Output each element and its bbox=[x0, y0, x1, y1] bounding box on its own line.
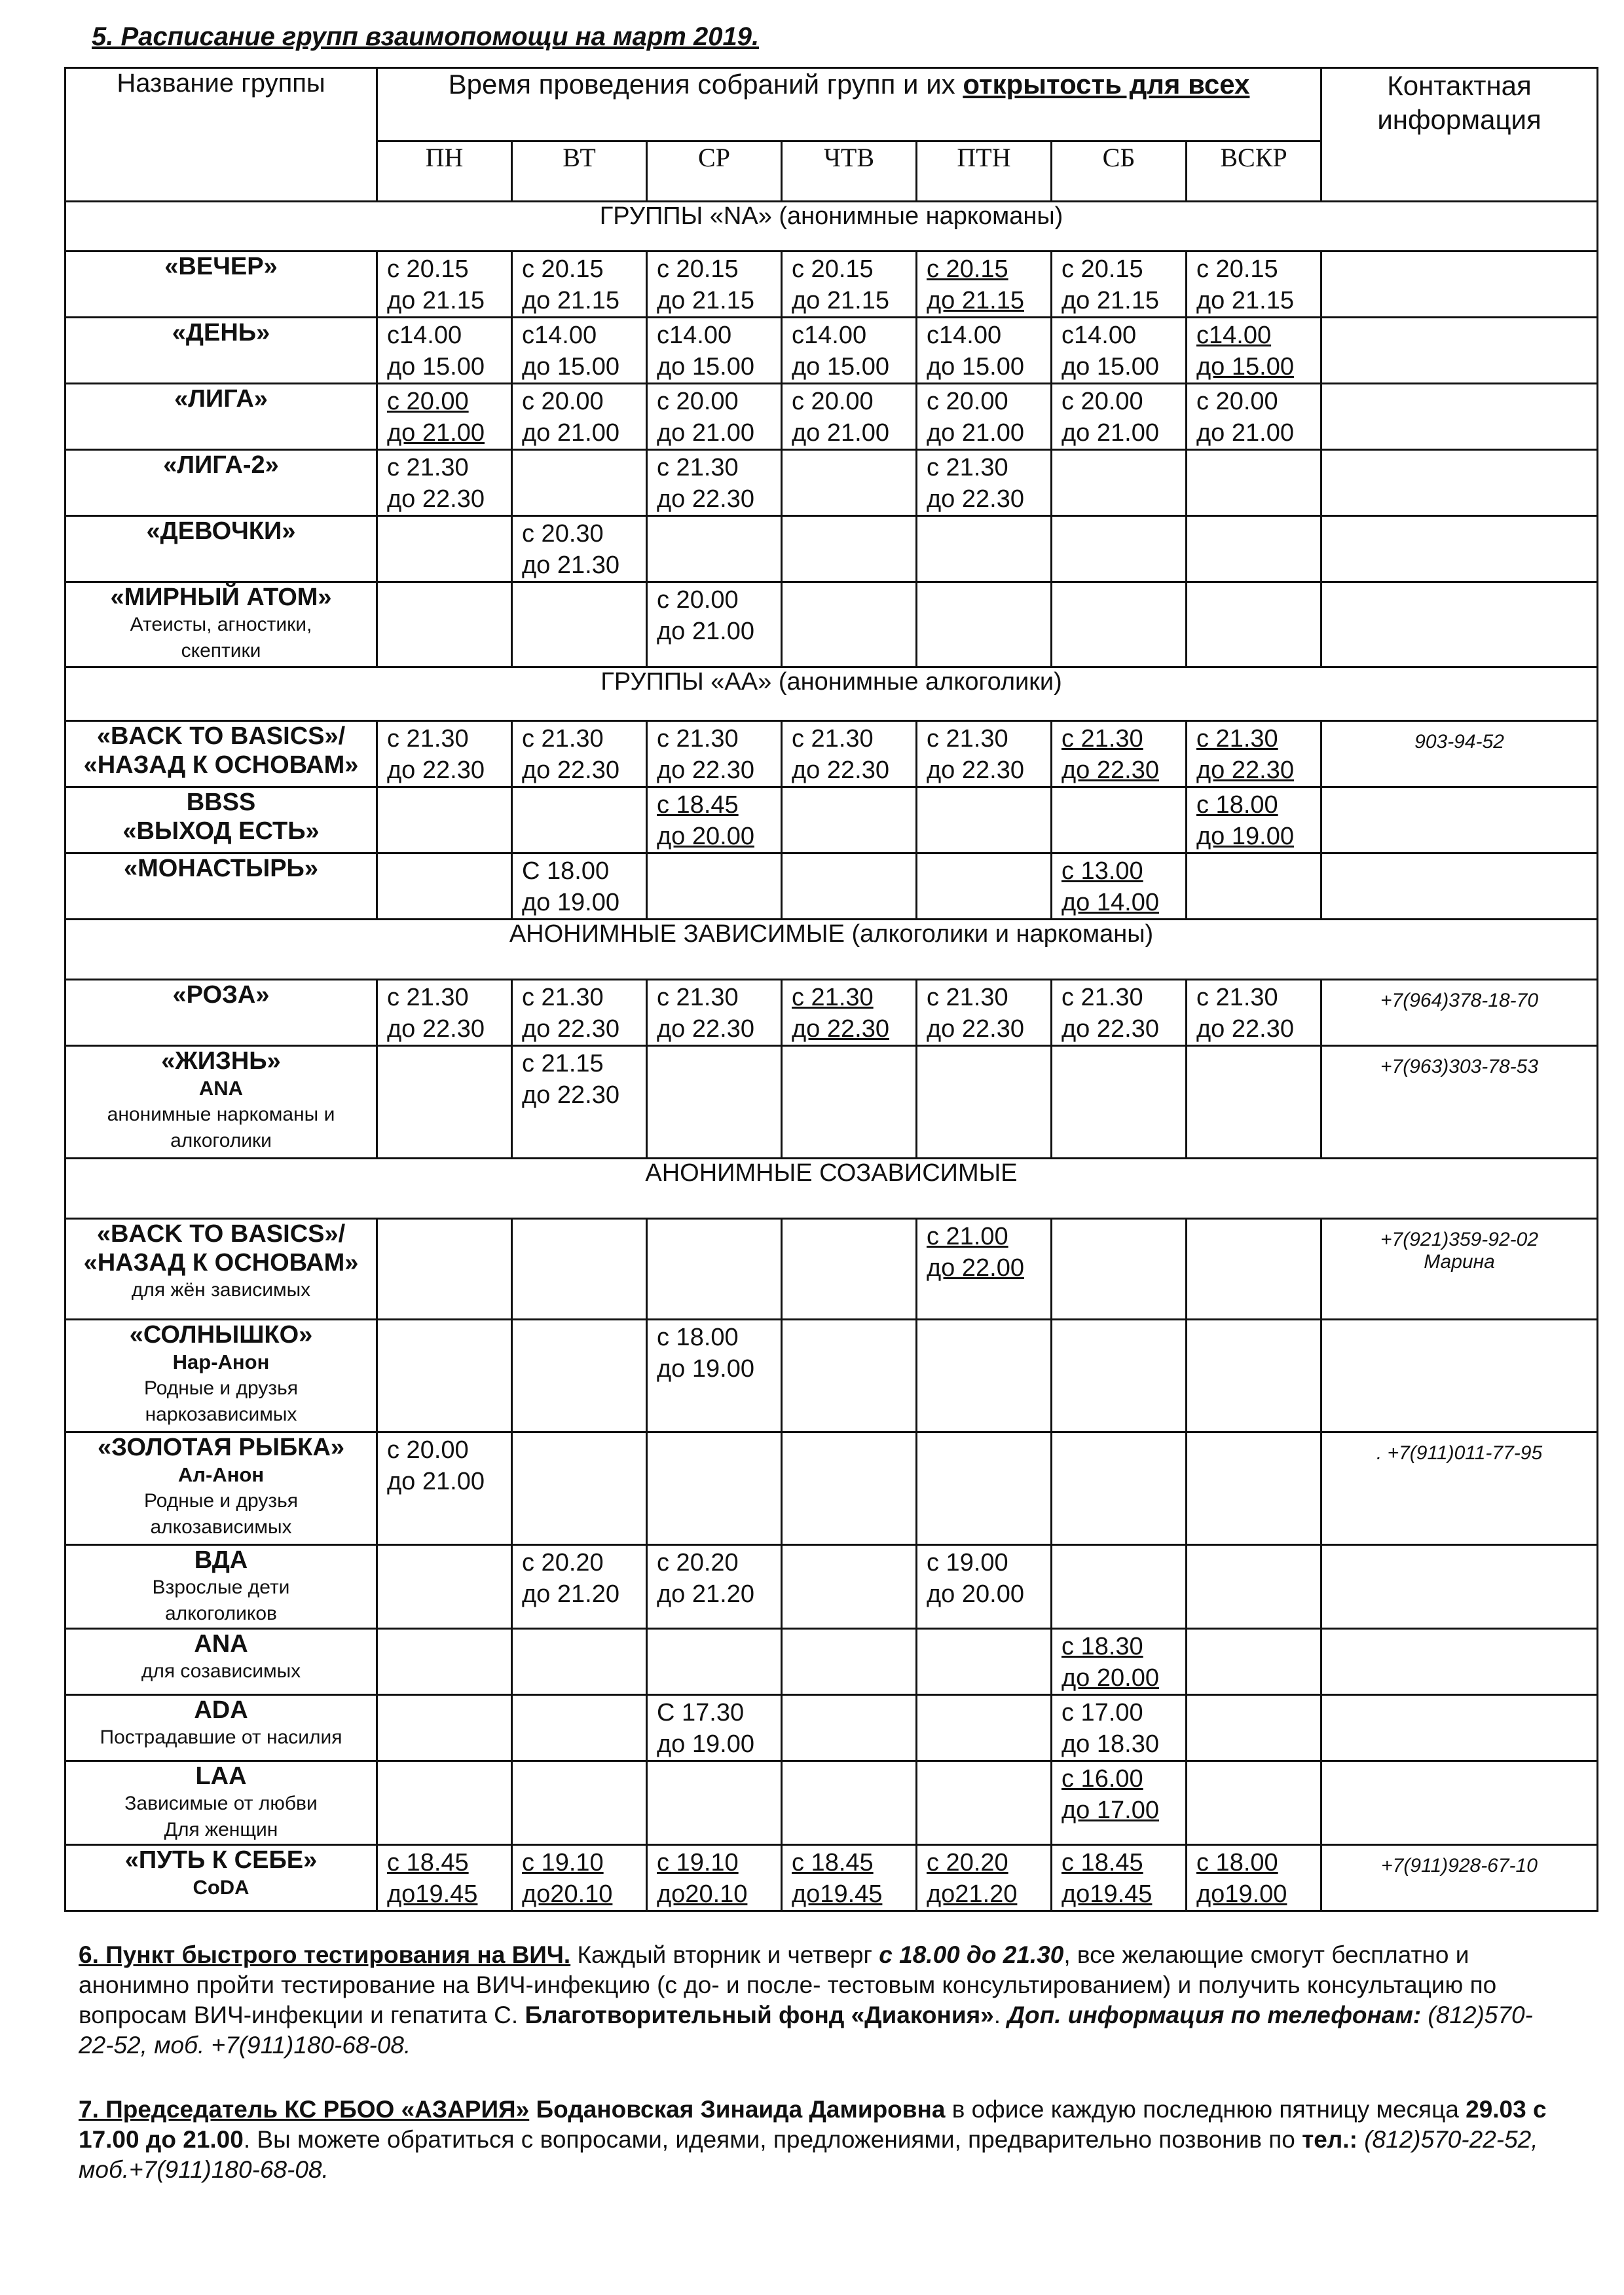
time-cell bbox=[782, 1761, 917, 1845]
contact-cell bbox=[1321, 516, 1598, 582]
group-name: «РОЗА» bbox=[172, 981, 270, 1009]
time-cell: с 18.00 до 19.00 bbox=[1187, 787, 1321, 853]
chairman-text-1: в офисе каждую последнюю пятницу месяца bbox=[945, 2096, 1466, 2123]
time-cell: с14.00 до 15.00 bbox=[782, 318, 917, 384]
time-cell: с 20.15 до 21.15 bbox=[512, 252, 647, 318]
group-subtitle: Зависимые от любви bbox=[124, 1793, 318, 1814]
group-name: «ПУТЬ К СЕБЕ» bbox=[124, 1846, 318, 1874]
group-subtitle: Пострадавшие от насилия bbox=[100, 1726, 342, 1748]
contact-cell bbox=[1321, 450, 1598, 516]
time-cell: с 21.30 до 22.30 bbox=[917, 450, 1052, 516]
group-row bbox=[65, 787, 1598, 853]
time-cell bbox=[1187, 1761, 1321, 1845]
time-cell: с 19.10 до20.10 bbox=[647, 1845, 782, 1911]
chairman-paragraph bbox=[79, 2095, 1552, 2185]
hiv-text-3: . bbox=[993, 2002, 1008, 2028]
group-row bbox=[65, 721, 1598, 787]
group-subtitle: Ал-Анон bbox=[177, 1463, 265, 1486]
day-header-5: СБ bbox=[1052, 141, 1187, 202]
hiv-text-1: Каждый вторник и четверг bbox=[570, 1941, 879, 1968]
time-cell: с 20.00 до 21.00 bbox=[377, 384, 512, 450]
group-row bbox=[65, 1219, 1598, 1320]
section-title: ГРУППЫ «NA» (анонимные наркоманы) bbox=[65, 202, 1598, 252]
group-name: LAA bbox=[195, 1763, 247, 1790]
contact-cell: +7(964)378-18-70 bbox=[1321, 980, 1598, 1046]
group-row bbox=[65, 1432, 1598, 1545]
time-cell: с 20.00 до 21.00 bbox=[1187, 384, 1321, 450]
group-subtitle: Родные и друзья bbox=[144, 1490, 298, 1512]
header-group-name: Название группы bbox=[65, 68, 377, 202]
time-cell: с14.00 до 15.00 bbox=[512, 318, 647, 384]
group-row bbox=[65, 384, 1598, 450]
time-cell bbox=[1187, 1320, 1321, 1432]
time-cell bbox=[917, 1761, 1052, 1845]
chairman-heading: 7. Председатель КС РБОО «АЗАРИЯ» bbox=[79, 2096, 530, 2123]
time-cell bbox=[647, 1432, 782, 1545]
chairman-phones: (812)570-22-52, моб.+7(911)180-68-08. bbox=[79, 2126, 1538, 2183]
group-name: «ЖИЗНЬ» bbox=[161, 1047, 281, 1075]
time-cell bbox=[782, 1629, 917, 1695]
time-cell: с 21.30 до 22.30 bbox=[512, 721, 647, 787]
group-name: «BACK TO BASICS»/ bbox=[96, 722, 346, 750]
time-cell bbox=[782, 1432, 917, 1545]
group-name-cell bbox=[65, 1320, 377, 1432]
time-cell bbox=[1187, 1219, 1321, 1320]
time-cell bbox=[512, 582, 647, 667]
time-cell: с 21.30 до 22.30 bbox=[647, 980, 782, 1046]
contact-cell: +7(911)928-67-10 bbox=[1321, 1845, 1598, 1911]
group-subtitle: скептики bbox=[181, 640, 261, 662]
contact-cell bbox=[1321, 1761, 1598, 1845]
time-cell: с 20.00 до 21.00 bbox=[1052, 384, 1187, 450]
time-cell bbox=[1052, 1320, 1187, 1432]
group-row bbox=[65, 252, 1598, 318]
group-subtitle: анонимные наркоманы и bbox=[107, 1104, 335, 1125]
time-cell bbox=[512, 1695, 647, 1761]
time-cell: с 21.30 до 22.30 bbox=[917, 980, 1052, 1046]
time-cell bbox=[512, 1219, 647, 1320]
chairman-date: 29.03 с 17.00 до 21.00 bbox=[79, 2096, 1547, 2153]
group-name: ВДА bbox=[194, 1546, 248, 1574]
contact-cell: +7(963)303-78-53 bbox=[1321, 1046, 1598, 1159]
contact-cell bbox=[1321, 384, 1598, 450]
group-name: «СОЛНЫШКО» bbox=[129, 1321, 313, 1349]
group-name-cell bbox=[65, 1432, 377, 1545]
time-cell: с 20.00 до 21.00 bbox=[782, 384, 917, 450]
group-name-cell bbox=[65, 1629, 377, 1695]
time-cell: с14.00 до 15.00 bbox=[1187, 318, 1321, 384]
time-cell bbox=[512, 787, 647, 853]
group-name: BBSS bbox=[186, 789, 256, 816]
header-contact-l1: Контактная bbox=[1387, 70, 1532, 101]
group-row bbox=[65, 516, 1598, 582]
time-cell: с 21.30 до 22.30 bbox=[917, 721, 1052, 787]
time-cell: с 21.30 до 22.30 bbox=[647, 721, 782, 787]
contact-cell: 903-94-52 bbox=[1321, 721, 1598, 787]
time-cell: с 21.30 до 22.30 bbox=[782, 721, 917, 787]
time-cell bbox=[377, 582, 512, 667]
group-subtitle: Взрослые дети bbox=[152, 1577, 290, 1598]
hiv-org: Благотворительный фонд «Диакония» bbox=[525, 2002, 994, 2028]
group-name-cell bbox=[65, 1219, 377, 1320]
time-cell: с 21.30 до 22.30 bbox=[782, 980, 917, 1046]
group-name: «МИРНЫЙ АТОМ» bbox=[110, 584, 332, 611]
time-cell bbox=[917, 1046, 1052, 1159]
group-name: «НАЗАД К ОСНОВАМ» bbox=[83, 751, 359, 779]
time-cell bbox=[377, 516, 512, 582]
time-cell bbox=[512, 1432, 647, 1545]
time-cell bbox=[377, 1629, 512, 1695]
time-cell bbox=[1052, 787, 1187, 853]
time-cell bbox=[917, 1320, 1052, 1432]
time-cell bbox=[647, 853, 782, 920]
time-cell bbox=[647, 1629, 782, 1695]
time-cell bbox=[1187, 582, 1321, 667]
time-cell: с 18.45 до19.45 bbox=[377, 1845, 512, 1911]
time-cell bbox=[512, 1320, 647, 1432]
time-cell: с14.00 до 15.00 bbox=[647, 318, 782, 384]
time-cell bbox=[782, 582, 917, 667]
time-cell: с 20.00 до 21.00 bbox=[917, 384, 1052, 450]
time-cell: с 20.15 до 21.15 bbox=[1052, 252, 1187, 318]
group-name: «ДЕВОЧКИ» bbox=[146, 517, 296, 545]
group-name: «ВЫХОД ЕСТЬ» bbox=[122, 817, 320, 845]
time-cell bbox=[917, 1629, 1052, 1695]
time-cell: с 21.30 до 22.30 bbox=[377, 450, 512, 516]
time-cell bbox=[1187, 853, 1321, 920]
day-header-0: ПН bbox=[377, 141, 512, 202]
time-cell bbox=[512, 450, 647, 516]
time-cell: с 20.15 до 21.15 bbox=[647, 252, 782, 318]
day-header-6: ВСКР bbox=[1187, 141, 1321, 202]
time-cell: с 19.10 до20.10 bbox=[512, 1845, 647, 1911]
time-cell bbox=[1187, 1046, 1321, 1159]
group-name-cell bbox=[65, 1695, 377, 1761]
time-cell bbox=[377, 1046, 512, 1159]
time-cell: с 20.15 до 21.15 bbox=[377, 252, 512, 318]
time-cell bbox=[917, 853, 1052, 920]
header-time-emph: открытость для всех bbox=[963, 69, 1250, 100]
time-cell: с14.00 до 15.00 bbox=[1052, 318, 1187, 384]
group-name-cell bbox=[65, 721, 377, 787]
time-cell: с 20.20 до 21.20 bbox=[647, 1545, 782, 1629]
contact-cell: +7(921)359-92-02 Марина bbox=[1321, 1219, 1598, 1320]
section-row bbox=[65, 920, 1598, 980]
contact-cell bbox=[1321, 1545, 1598, 1629]
time-cell: с 17.00 до 18.30 bbox=[1052, 1695, 1187, 1761]
group-row bbox=[65, 980, 1598, 1046]
time-cell bbox=[917, 516, 1052, 582]
group-subtitle: для жён зависимых bbox=[131, 1279, 311, 1301]
group-name-cell bbox=[65, 384, 377, 450]
time-cell: с 20.20 до 21.20 bbox=[512, 1545, 647, 1629]
group-subtitle: Для женщин bbox=[164, 1819, 278, 1840]
document-title: 5. Расписание групп взаимопомощи на март 2019. bbox=[92, 22, 760, 51]
group-subtitle: наркозависимых bbox=[145, 1404, 297, 1425]
hiv-phones: (812)570-22-52, моб. +7(911)180-68-08. bbox=[79, 2002, 1533, 2059]
time-cell bbox=[647, 516, 782, 582]
time-cell bbox=[782, 1545, 917, 1629]
section-title: АНОНИМНЫЕ ЗАВИСИМЫЕ (алкоголики и наркоманы) bbox=[65, 920, 1598, 980]
time-cell bbox=[1187, 516, 1321, 582]
time-cell bbox=[647, 1761, 782, 1845]
time-cell bbox=[917, 787, 1052, 853]
group-name-cell bbox=[65, 1545, 377, 1629]
time-cell: с 19.00 до 20.00 bbox=[917, 1545, 1052, 1629]
group-name: ANA bbox=[194, 1630, 248, 1658]
schedule-table bbox=[64, 67, 1598, 1912]
group-row bbox=[65, 1046, 1598, 1159]
time-cell: с 16.00 до 17.00 bbox=[1052, 1761, 1187, 1845]
group-name: «ЗОЛОТАЯ РЫБКА» bbox=[97, 1434, 345, 1461]
group-name: «НАЗАД К ОСНОВАМ» bbox=[83, 1249, 359, 1277]
group-subtitle: алкоголиков bbox=[165, 1603, 277, 1624]
time-cell bbox=[377, 1695, 512, 1761]
group-name-cell bbox=[65, 1845, 377, 1911]
time-cell: с 20.20 до21.20 bbox=[917, 1845, 1052, 1911]
group-subtitle: Родные и друзья bbox=[144, 1377, 298, 1399]
day-header-3: ЧТВ bbox=[782, 141, 917, 202]
time-cell bbox=[512, 1761, 647, 1845]
time-cell: с 18.45 до19.45 bbox=[782, 1845, 917, 1911]
group-row bbox=[65, 582, 1598, 667]
time-cell: с 21.00 до 22.00 bbox=[917, 1219, 1052, 1320]
time-cell: с 18.00 до 19.00 bbox=[647, 1320, 782, 1432]
hiv-info: Доп. информация по телефонам: bbox=[1007, 2002, 1422, 2028]
time-cell bbox=[782, 1320, 917, 1432]
group-name-cell bbox=[65, 582, 377, 667]
time-cell: с 21.30 до 22.30 bbox=[1187, 721, 1321, 787]
time-cell: с 20.15 до 21.15 bbox=[782, 252, 917, 318]
contact-cell bbox=[1321, 1320, 1598, 1432]
group-name-cell bbox=[65, 516, 377, 582]
section-title: ГРУППЫ «АА» (анонимные алкоголики) bbox=[65, 667, 1598, 721]
time-cell bbox=[917, 582, 1052, 667]
group-name: «ВЕЧЕР» bbox=[164, 253, 278, 280]
time-cell bbox=[1187, 1545, 1321, 1629]
header-meeting-time bbox=[377, 68, 1321, 141]
time-cell: с 18.00 до19.00 bbox=[1187, 1845, 1321, 1911]
group-name-cell bbox=[65, 853, 377, 920]
time-cell bbox=[782, 516, 917, 582]
time-cell bbox=[1052, 516, 1187, 582]
time-cell: с 18.45 до 20.00 bbox=[647, 787, 782, 853]
group-name-cell bbox=[65, 787, 377, 853]
group-subtitle: для созависимых bbox=[141, 1660, 301, 1682]
time-cell bbox=[1187, 450, 1321, 516]
time-cell bbox=[1187, 1629, 1321, 1695]
contact-cell bbox=[1321, 1629, 1598, 1695]
time-cell bbox=[1052, 1219, 1187, 1320]
group-name-cell bbox=[65, 252, 377, 318]
time-cell bbox=[917, 1695, 1052, 1761]
time-cell: с14.00 до 15.00 bbox=[377, 318, 512, 384]
time-cell: с 21.30 до 22.30 bbox=[1187, 980, 1321, 1046]
time-cell: с 20.30 до 21.30 bbox=[512, 516, 647, 582]
group-name-cell bbox=[65, 980, 377, 1046]
header-time-prefix: Время проведения собраний групп и их bbox=[448, 69, 963, 100]
time-cell bbox=[1052, 1046, 1187, 1159]
group-row bbox=[65, 1761, 1598, 1845]
group-subtitle: CoDA bbox=[193, 1876, 249, 1899]
time-cell: с 21.30 до 22.30 bbox=[512, 980, 647, 1046]
section-title: АНОНИМНЫЕ СОЗАВИСИМЫЕ bbox=[65, 1159, 1598, 1219]
contact-cell bbox=[1321, 853, 1598, 920]
day-header-1: ВТ bbox=[512, 141, 647, 202]
group-subtitle: Нар-Анон bbox=[172, 1351, 270, 1373]
group-name-cell bbox=[65, 1046, 377, 1159]
contact-cell bbox=[1321, 787, 1598, 853]
contact-cell bbox=[1321, 1695, 1598, 1761]
time-cell: с 20.00 до 21.00 bbox=[377, 1432, 512, 1545]
header-contact-l2: информация bbox=[1377, 104, 1541, 135]
time-cell: с 21.30 до 22.30 bbox=[377, 980, 512, 1046]
time-cell bbox=[377, 1761, 512, 1845]
group-name: «ДЕНЬ» bbox=[172, 319, 270, 346]
time-cell bbox=[377, 787, 512, 853]
day-header-4: ПТН bbox=[917, 141, 1052, 202]
group-row bbox=[65, 1695, 1598, 1761]
time-cell bbox=[1187, 1432, 1321, 1545]
group-subtitle: алкозависимых bbox=[150, 1516, 292, 1538]
time-cell: с 21.30 до 22.30 bbox=[647, 450, 782, 516]
time-cell bbox=[917, 1432, 1052, 1545]
group-name-cell bbox=[65, 450, 377, 516]
time-cell: с 18.30 до 20.00 bbox=[1052, 1629, 1187, 1695]
time-cell bbox=[782, 450, 917, 516]
contact-cell bbox=[1321, 252, 1598, 318]
group-name-cell bbox=[65, 318, 377, 384]
time-cell bbox=[782, 787, 917, 853]
time-cell bbox=[1052, 1432, 1187, 1545]
chairman-text-2: . Вы можете обратиться с вопросами, идеями, предложениями, предварительно позвонив по bbox=[243, 2126, 1302, 2153]
time-cell bbox=[782, 1695, 917, 1761]
time-cell bbox=[1187, 1695, 1321, 1761]
time-cell: с 20.00 до 21.00 bbox=[647, 384, 782, 450]
time-cell: С 17.30 до 19.00 bbox=[647, 1695, 782, 1761]
time-cell bbox=[1052, 450, 1187, 516]
time-cell: с 20.15 до 21.15 bbox=[917, 252, 1052, 318]
time-cell: с 21.15 до 22.30 bbox=[512, 1046, 647, 1159]
contact-cell: . +7(911)011-77-95 bbox=[1321, 1432, 1598, 1545]
time-cell bbox=[377, 853, 512, 920]
hiv-heading: 6. Пункт быстрого тестирования на ВИЧ. bbox=[79, 1941, 571, 1968]
time-cell: с 20.00 до 21.00 bbox=[647, 582, 782, 667]
time-cell bbox=[782, 853, 917, 920]
group-row bbox=[65, 1845, 1598, 1911]
time-cell bbox=[782, 1046, 917, 1159]
time-cell: с 21.30 до 22.30 bbox=[1052, 721, 1187, 787]
hiv-testing-paragraph bbox=[79, 1940, 1552, 2061]
time-cell bbox=[512, 1629, 647, 1695]
time-cell bbox=[647, 1046, 782, 1159]
time-cell: С 18.00 до 19.00 bbox=[512, 853, 647, 920]
time-cell bbox=[782, 1219, 917, 1320]
time-cell bbox=[377, 1219, 512, 1320]
time-cell: с 13.00 до 14.00 bbox=[1052, 853, 1187, 920]
group-subtitle: Атеисты, агностики, bbox=[130, 614, 312, 635]
hiv-text-2: , все желающие смогут бесплатно и анонимно пройти тестирование на ВИЧ-инфекцию (с до- и после- тестовым консультированием) и получить консультацию по вопросам ВИЧ-инфекции и гепатита С. bbox=[79, 1941, 1497, 2028]
time-cell bbox=[647, 1219, 782, 1320]
group-row bbox=[65, 450, 1598, 516]
group-row bbox=[65, 1629, 1598, 1695]
group-name: «ЛИГА-2» bbox=[163, 451, 279, 479]
section-row bbox=[65, 667, 1598, 721]
contact-cell bbox=[1321, 318, 1598, 384]
time-cell: с 18.45 до19.45 bbox=[1052, 1845, 1187, 1911]
contact-cell bbox=[1321, 582, 1598, 667]
time-cell bbox=[377, 1320, 512, 1432]
time-cell bbox=[1052, 1545, 1187, 1629]
time-cell: с 20.00 до 21.00 bbox=[512, 384, 647, 450]
time-cell: с14.00 до 15.00 bbox=[917, 318, 1052, 384]
group-subtitle: ANA bbox=[198, 1077, 244, 1100]
time-cell: с 21.30 до 22.30 bbox=[1052, 980, 1187, 1046]
time-cell bbox=[377, 1545, 512, 1629]
hiv-time: с 18.00 до 21.30 bbox=[879, 1941, 1064, 1968]
day-header-2: СР bbox=[647, 141, 782, 202]
header-contact bbox=[1321, 68, 1598, 202]
group-name: «ЛИГА» bbox=[174, 385, 268, 413]
group-row bbox=[65, 1320, 1598, 1432]
group-subtitle: алкоголики bbox=[170, 1130, 272, 1151]
time-cell bbox=[1052, 582, 1187, 667]
time-cell: с 20.15 до 21.15 bbox=[1187, 252, 1321, 318]
section-row bbox=[65, 1159, 1598, 1219]
time-cell: с 21.30 до 22.30 bbox=[377, 721, 512, 787]
group-name: «BACK TO BASICS»/ bbox=[96, 1220, 346, 1248]
group-name-cell bbox=[65, 1761, 377, 1845]
group-name: «МОНАСТЫРЬ» bbox=[124, 855, 318, 882]
group-row bbox=[65, 853, 1598, 920]
section-row bbox=[65, 202, 1598, 252]
chairman-tel-label: тел.: bbox=[1302, 2126, 1357, 2153]
group-row bbox=[65, 1545, 1598, 1629]
chairman-name: Бодановская Зинаида Дамировна bbox=[529, 2096, 946, 2123]
group-row bbox=[65, 318, 1598, 384]
group-name: ADA bbox=[194, 1696, 248, 1724]
